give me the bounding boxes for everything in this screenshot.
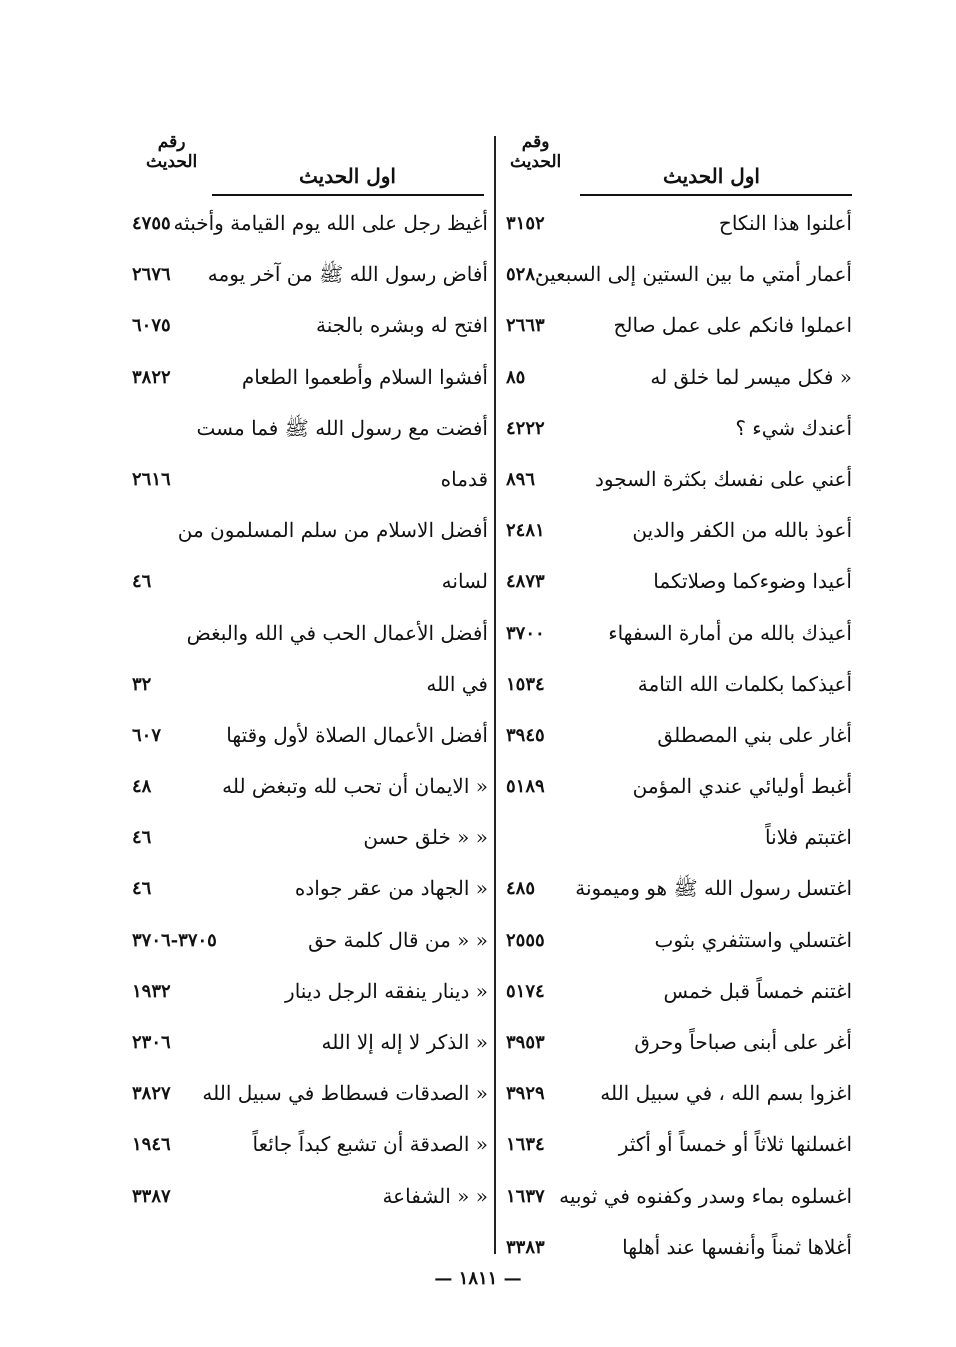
index-entry <box>128 403 488 454</box>
left-entry-list <box>128 198 488 1222</box>
hadith-number: ٥١٧٤ <box>506 980 545 1002</box>
hadith-number: ٣٩٢٩ <box>506 1083 545 1105</box>
index-entry <box>500 505 852 556</box>
hadith-opening-text: أغر على أبنى صباحاً وحرق <box>634 1030 852 1054</box>
hadith-opening-text: أفضل الاسلام من سلم المسلمون من <box>177 518 488 543</box>
hadith-number: ٢٥٥٥ <box>506 929 545 951</box>
hadith-opening-text: أفضت مع رسول الله ﷺ فما مست <box>196 415 488 440</box>
hadith-number: ٣٣٨٣ <box>506 1236 545 1258</box>
index-entry <box>500 812 852 863</box>
hadith-number: ٣٨٢٧ <box>132 1083 171 1105</box>
hadith-number: ٥١٨٩ <box>506 776 545 798</box>
left-header-rule <box>212 194 484 196</box>
hadith-opening-text: في الله <box>426 671 488 696</box>
hadith-opening-text: « الايمان أن تحب لله وتبغض لله <box>222 774 488 799</box>
left-header-number-label <box>146 132 197 172</box>
hadith-number: ٤٨٥ <box>506 878 536 900</box>
hadith-opening-text: « « من قال كلمة حق <box>308 927 488 952</box>
right-header-rule <box>580 194 852 196</box>
hadith-opening-text: « دينار ينفقه الرجل دينار <box>285 978 488 1003</box>
index-entry <box>500 556 852 607</box>
index-entry <box>128 966 488 1017</box>
hadith-number: ٢٤٨١ <box>506 520 545 542</box>
hadith-number: ٤٢٢٢ <box>506 417 545 439</box>
hadith-opening-text: « « خلق حسن <box>363 825 488 850</box>
index-entry <box>500 403 852 454</box>
index-entry <box>128 1171 488 1222</box>
hadith-opening-text: اغسلنها ثلاثاً أو خمساً أو أكثر <box>618 1132 852 1157</box>
hadith-opening-text: « الصدقة أن تشبع كبداً جائعاً <box>252 1132 488 1157</box>
index-entry <box>128 761 488 812</box>
right-header-number-label <box>510 132 561 172</box>
index-entry <box>500 966 852 1017</box>
hadith-number: ٣٧٠٠ <box>506 622 545 644</box>
hadith-number: ١٩٣٢ <box>132 980 171 1002</box>
index-entry <box>500 608 852 659</box>
index-entry <box>500 761 852 812</box>
hadith-opening-text: أغار على بني المصطلق <box>657 722 852 747</box>
index-entry <box>500 659 852 710</box>
hadith-opening-text: أفاض رسول الله ﷺ من آخر يومه <box>207 262 488 287</box>
hadith-number: ٣٩٤٥ <box>506 724 545 746</box>
hadith-number: ٨٩٦ <box>506 468 536 490</box>
hadith-opening-text: اغتسل رسول الله ﷺ هو وميمونة <box>575 876 852 901</box>
hadith-number: ٣٢ <box>132 673 152 695</box>
left-header-title: اول الحديث <box>299 164 396 188</box>
index-entry <box>128 556 488 607</box>
index-entry <box>500 1068 852 1119</box>
index-entry <box>128 300 488 351</box>
hadith-opening-text: أغبط أوليائي عندي المؤمن <box>632 774 852 799</box>
index-entry <box>128 863 488 914</box>
hadith-number: ٢٦٦٣ <box>506 315 545 337</box>
hadith-number: ١٥٣٤ <box>506 673 545 695</box>
hadith-opening-text: أفضل الأعمال الصلاة لأول وقتها <box>226 722 488 747</box>
index-entry <box>500 863 852 914</box>
index-entry <box>128 1068 488 1119</box>
hadith-opening-text: افتح له وبشره بالجنة <box>316 313 488 338</box>
hadith-opening-text: قدماه <box>440 466 488 491</box>
hadith-opening-text: أعندك شيء ؟ <box>735 415 852 440</box>
index-entry <box>128 454 488 505</box>
index-entry <box>128 915 488 966</box>
index-entry <box>128 812 488 863</box>
hadith-number: ٤٦ <box>132 878 152 900</box>
index-entry <box>500 1222 852 1273</box>
right-column <box>500 118 852 1273</box>
hadith-opening-text: أفضل الأعمال الحب في الله والبغض <box>186 620 488 645</box>
hadith-opening-text: أعيذكما بكلمات الله التامة <box>637 671 852 696</box>
hadith-number: ١٦٣٤ <box>506 1134 545 1156</box>
index-entry <box>500 198 852 249</box>
hadith-number: ٢٦١٦ <box>132 468 171 490</box>
hadith-opening-text: اغتنم خمساً قبل خمس <box>663 978 852 1003</box>
index-entry <box>500 915 852 966</box>
hadith-number: ٣١٥٢ <box>506 213 545 234</box>
hadith-number: ٣٩٥٣ <box>506 1032 545 1053</box>
hadith-number: ٤٦ <box>132 827 152 849</box>
hadith-number: ٢٦٧٦ <box>132 264 171 286</box>
index-entry <box>128 1119 488 1170</box>
right-column-header <box>500 118 852 198</box>
hadith-opening-text: اغتسلي واستثفري بثوب <box>654 927 852 952</box>
index-entry <box>500 249 852 300</box>
index-entry <box>500 1017 852 1068</box>
hadith-number: ٤٧٥٥ <box>132 213 171 234</box>
hadith-opening-text: لسانه <box>441 569 488 594</box>
hadith-opening-text: « الصدقات فسطاط في سبيل الله <box>202 1081 488 1106</box>
hadith-number: ١٩٤٦ <box>132 1134 171 1156</box>
hadith-opening-text: أغلاها ثمناً وأنفسها عند أهلها <box>622 1234 852 1259</box>
hadith-number: ٣٨٢٢ <box>132 366 171 388</box>
right-header-number-bottom: الحديث <box>510 152 562 172</box>
hadith-opening-text: اغتبتم فلاناً <box>765 825 852 850</box>
index-entry <box>500 710 852 761</box>
index-entry <box>128 352 488 403</box>
index-entry <box>128 505 488 556</box>
hadith-opening-text: أعوذ بالله من الكفر والدين <box>632 518 852 543</box>
hadith-number: ٤٦ <box>132 571 152 593</box>
index-entry <box>128 1017 488 1068</box>
left-header-number-top: رقم <box>157 132 186 152</box>
right-header-number-top: وقم <box>521 132 550 152</box>
hadith-number: ٣٣٨٧ <box>132 1185 171 1207</box>
index-entry <box>500 352 852 403</box>
left-column-header <box>128 118 488 198</box>
hadith-opening-text: أعمار أمتي ما بين الستين إلى السبعين <box>534 262 852 287</box>
hadith-opening-text: اعملوا فانكم على عمل صالح <box>613 313 852 338</box>
hadith-number: ٤٨٧٣ <box>506 571 545 593</box>
hadith-number: ١٦٣٧ <box>506 1185 545 1207</box>
hadith-opening-text: « فكل ميسر لما خلق له <box>650 364 852 389</box>
right-entry-list <box>500 198 852 1273</box>
hadith-number: ٤٨ <box>132 776 152 798</box>
hadith-opening-text: أعلنوا هذا النكاح <box>718 211 852 235</box>
hadith-number: ٢٣٠٦ <box>132 1032 171 1053</box>
hadith-opening-text: أغيظ رجل على الله يوم القيامة وأخبثه <box>173 211 488 235</box>
hadith-number: ٦٠٧٥ <box>132 315 171 337</box>
index-entry <box>500 1171 852 1222</box>
index-entry <box>128 710 488 761</box>
hadith-opening-text: أعيذك بالله من أمارة السفهاء <box>608 620 852 645</box>
hadith-opening-text: أفشوا السلام وأطعموا الطعام <box>241 364 488 389</box>
page-number: — ١٨١١ — <box>434 1268 522 1289</box>
right-header-title: اول الحديث <box>663 164 760 188</box>
hadith-opening-text: أعيدا وضوءكما وصلاتكما <box>653 569 852 594</box>
index-entry <box>128 198 488 249</box>
index-entry <box>500 1119 852 1170</box>
column-divider <box>494 136 496 1254</box>
index-entry <box>128 608 488 659</box>
hadith-opening-text: اغسلوه بماء وسدر وكفنوه في ثوبيه <box>559 1183 852 1208</box>
hadith-number: ٥٢٨٠ <box>506 264 545 286</box>
index-entry <box>500 300 852 351</box>
hadith-opening-text: « « الشفاعة <box>382 1183 488 1208</box>
index-entry <box>128 659 488 710</box>
hadith-opening-text: أعني على نفسك بكثرة السجود <box>594 466 852 491</box>
hadith-number: ٨٥ <box>506 366 526 388</box>
index-entry <box>128 249 488 300</box>
hadith-number: ٦٠٧ <box>132 724 162 746</box>
hadith-number: ٣٧٠٥-٣٧٠٦ <box>132 929 217 951</box>
hadith-opening-text: « الجهاد من عقر جواده <box>294 876 488 901</box>
left-column <box>128 118 488 1222</box>
index-entry <box>500 454 852 505</box>
left-header-number-bottom: الحديث <box>146 152 198 172</box>
hadith-opening-text: « الذكر لا إله إلا الله <box>321 1030 488 1054</box>
hadith-opening-text: اغزوا بسم الله ، في سبيل الله <box>600 1081 852 1106</box>
